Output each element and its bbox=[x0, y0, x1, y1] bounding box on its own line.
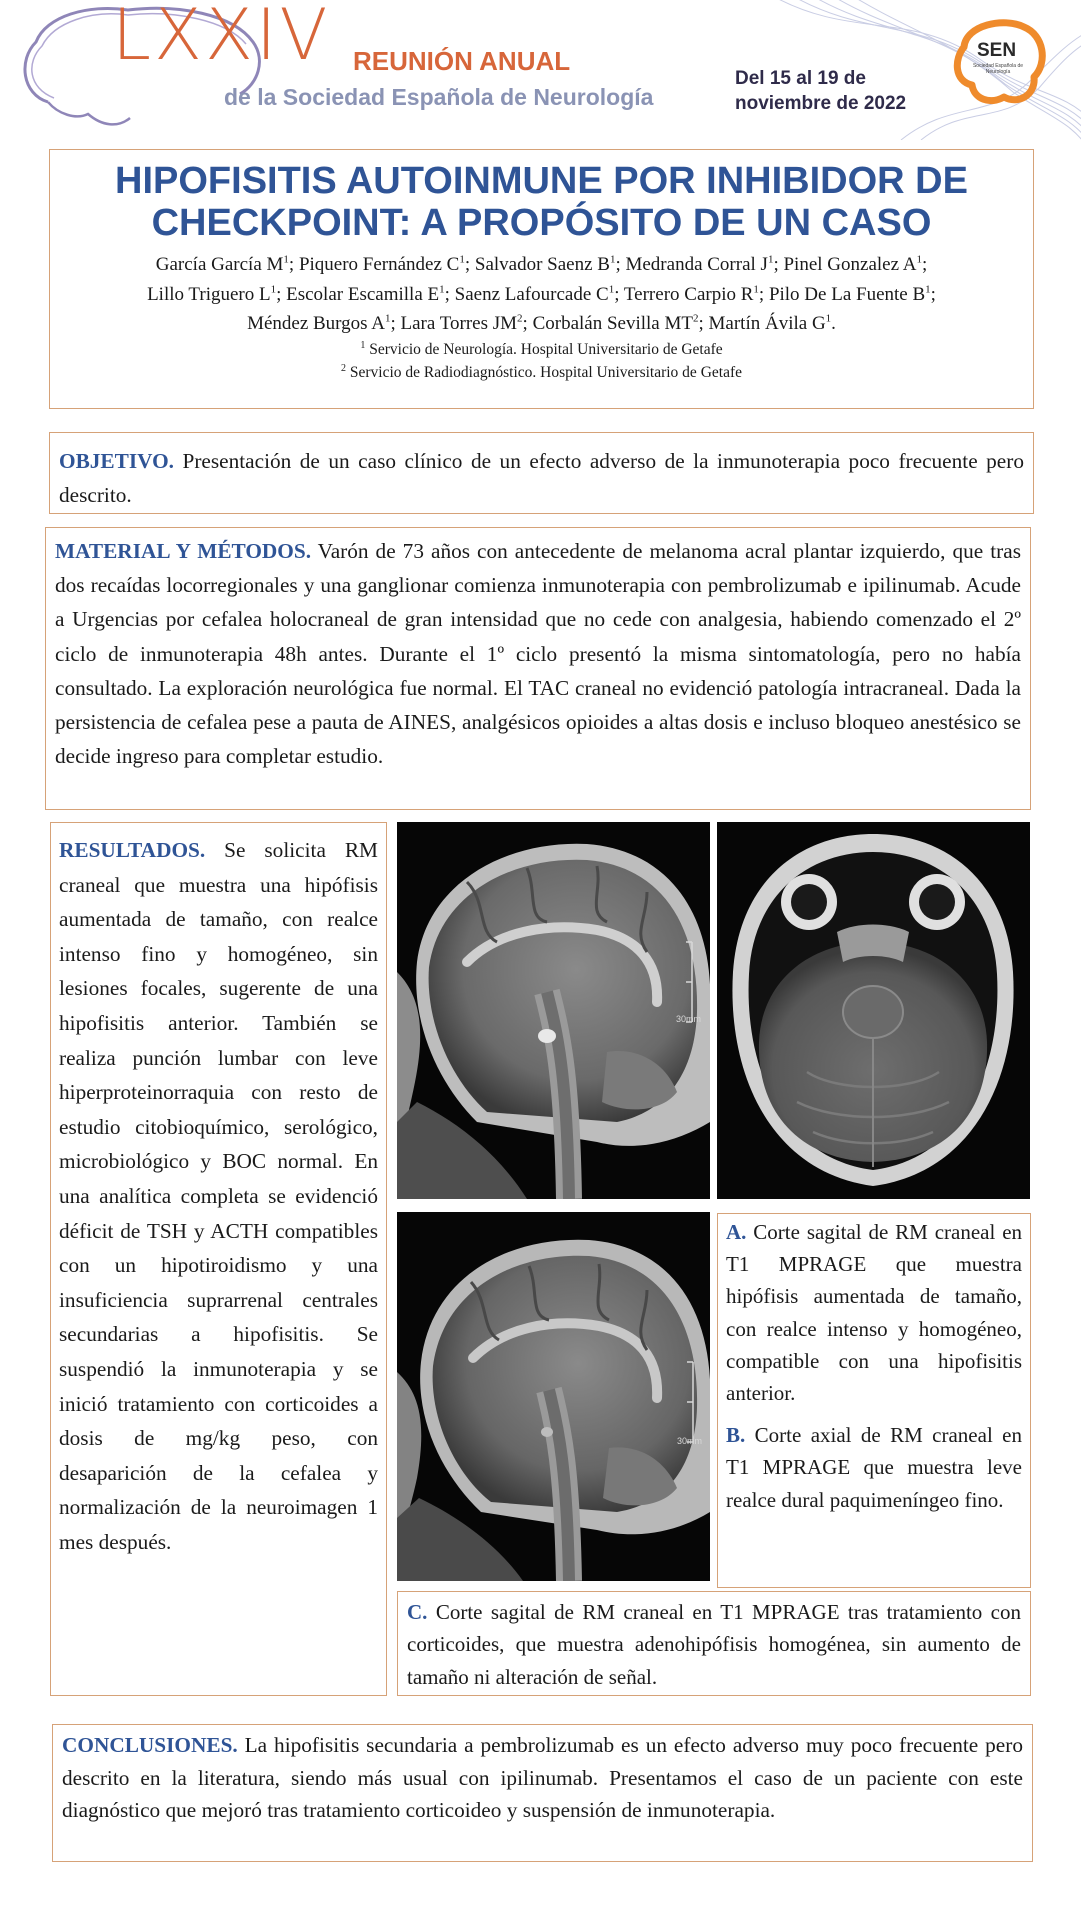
author-affiliation-number: 1 bbox=[439, 283, 445, 296]
author: Salvador Saenz $B^1$; bbox=[474, 254, 626, 276]
mri-sagittal-c-image bbox=[397, 1212, 710, 1581]
caption-b-label: B. bbox=[726, 1423, 746, 1448]
scale-label-c: 30mm bbox=[677, 1436, 703, 1446]
caption-c-label: C. bbox=[407, 1600, 428, 1624]
caption-c-box bbox=[397, 1591, 1031, 1696]
affiliation-number: 2 bbox=[340, 363, 346, 375]
caption-b-text: Corte axial de RM craneal en T1 MPRAGE que muestra leve realce dural paquimeníngeo fino. bbox=[726, 1423, 1022, 1512]
author-name: Saenz Lafourcade C bbox=[454, 283, 609, 305]
author-name: Corbalán Sevilla MT bbox=[532, 312, 693, 334]
author-affiliation-number: 1 bbox=[767, 254, 774, 266]
metodos-text: Varón de 73 años con antecedente de melanoma acral plantar izquierdo, que tras dos recaídas locorregionales y una ganglionar comienza inmunoterapia con pembrolizumab e ipilinumab. Acude a Urgencias por cefalea holocraneal de gran intensidad que no cede con analgesia, habiendo comenzado el 2º ciclo de inmunoterapia 48h antes. Durante el 1º ciclo presentó la misma sintomatología, pero no había consultado. La exploración neurológica fue normal. El TAC craneal no evidenció patología intracraneal. Dada la persistencia de cefalea pese a pauta de AINES, analgésicos opioides a altas dosis e incluso bloqueo anestésico se decide ingreso para completar estudio. bbox=[55, 539, 1021, 769]
metodos-section bbox=[45, 527, 1031, 810]
author-affiliation-number: 1 bbox=[925, 283, 931, 296]
author-name: Salvador Saenz B bbox=[474, 254, 610, 276]
mri-axial-b-image bbox=[717, 822, 1030, 1199]
conclusiones-text: La hipofisitis secundaria a pembrolizumab es un efecto adverso muy poco frecuente pero descrito en la literatura, siendo más usual con ipilinumab. Presentamos el caso de un paciente con este diagnóstico que mejoró tras tratamiento corticoideo y suspensión de inmunoterapia. bbox=[62, 1733, 1024, 1823]
resultados-label: RESULTADOS. bbox=[59, 838, 206, 862]
author-affiliation-number: 1 bbox=[825, 312, 832, 325]
caption-c-text: Corte sagital de RM craneal en T1 MPRAGE tras tratamiento con corticoides, que muestra adenohipófisis homogénea, sin aumento de tamaño ni alteración de señal. bbox=[407, 1600, 1022, 1689]
resultados-text: Se solicita RM craneal que muestra una hipófisis aumentada de tamaño, con realce intenso fino y homogéneo, sin lesiones focales, sugerente de una hipofisitis anterior. También se realiza punción lumbar con leve hiperproteinorraquia con resto de estudio citobioquímico, serológico, microbiológico y BOC normal. En una analítica completa se evidenció déficit de TSH y ACTH compatibles con un hipotiroidismo y una insuficiencia suprarrenal centrales secundarias a hipofisitis. Se suspendió la inmunoterapia y se inició tratamiento con corticoides a dosis de mg/kg peso, con desaparición de la cefalea y normalización de la neuroimagen 1 mes después. bbox=[59, 838, 378, 1554]
metodos-label: MATERIAL Y MÉTODOS. bbox=[55, 539, 312, 563]
poster-title: HIPOFISITIS AUTOINMUNE POR INHIBIDOR DE CHECKPOINT: A PROPÓSITO DE UN CASO bbox=[115, 160, 968, 244]
objetivo-text: Presentación de un caso clínico de un efecto adverso de la inmunoterapia poco frecuente pero descrito. bbox=[59, 449, 1024, 508]
author-affiliation-number: 1 bbox=[384, 312, 391, 325]
author-name: Escolar Escamilla E bbox=[286, 283, 440, 305]
title-box bbox=[49, 149, 1034, 409]
author-affiliation-number: 1 bbox=[459, 254, 465, 266]
edition-number: LXXIV bbox=[112, 0, 331, 76]
affiliation-text: Servicio de Radiodiagnóstico. Hospital Universitario de Getafe bbox=[345, 364, 742, 382]
author: Méndez Burgos $A^1$; bbox=[247, 312, 401, 334]
author-name: Terrero Carpio R bbox=[623, 283, 754, 305]
author: Corbalán Sevilla $MT^2$; bbox=[532, 312, 709, 334]
poster-header bbox=[0, 0, 1081, 140]
affiliation-text: Servicio de Neurología. Hospital Universitario de Getafe bbox=[365, 341, 723, 359]
author: Saenz Lafourcade $C^1$; bbox=[454, 283, 624, 305]
caption-a-text: Corte sagital de RM craneal en T1 MPRAGE que muestra hipófisis aumentada de tamaño, con realce intenso y homogéneo, compatible con una hipofisitis anterior. bbox=[726, 1220, 1023, 1406]
dates-line-2: noviembre de 2022 bbox=[735, 93, 907, 114]
objetivo-label: OBJETIVO. bbox=[59, 449, 174, 473]
author-name: Méndez Burgos A bbox=[247, 312, 385, 334]
sen-logo-text: SEN bbox=[977, 40, 1017, 61]
caption-ab-box bbox=[717, 1213, 1031, 1588]
meeting-title: REUNIÓN ANUAL bbox=[353, 46, 571, 76]
author-affiliation-number: 2 bbox=[692, 312, 699, 325]
objetivo-section bbox=[49, 432, 1034, 514]
author-name: Medranda Corral J bbox=[625, 254, 768, 276]
conclusiones-paragraph bbox=[62, 1729, 1023, 1827]
mri-image-c bbox=[397, 1212, 710, 1581]
society-name: de la Sociedad Española de Neurología bbox=[224, 84, 654, 110]
sen-logo-icon bbox=[944, 17, 1050, 107]
author-affiliation-number: 1 bbox=[753, 283, 759, 296]
conclusiones-section bbox=[52, 1724, 1033, 1862]
scale-label-a: 30mm bbox=[676, 1014, 702, 1024]
author-affiliation-number: 1 bbox=[283, 254, 289, 266]
resultados-section bbox=[50, 822, 387, 1696]
author: Escolar Escamilla $E^1$; bbox=[286, 283, 455, 305]
author: Lara Torres $JM^2$; bbox=[400, 312, 533, 334]
mri-sagittal-a-image bbox=[397, 822, 710, 1199]
caption-c bbox=[407, 1596, 1021, 1693]
affiliation bbox=[50, 359, 1033, 382]
author: Pinel Gonzalez $A^1$; bbox=[783, 254, 928, 276]
author-affiliation-number: 1 bbox=[608, 283, 615, 296]
conclusiones-label: CONCLUSIONES. bbox=[62, 1733, 238, 1757]
affiliation bbox=[50, 336, 1033, 359]
affiliation-list bbox=[50, 336, 1033, 382]
author: Medranda Corral $J^1$; bbox=[625, 254, 784, 276]
meeting-dates bbox=[735, 66, 906, 116]
author-name: Lillo Triguero L bbox=[147, 283, 271, 305]
mri-image-a bbox=[397, 822, 710, 1199]
author-affiliation-number: 1 bbox=[270, 283, 277, 296]
author-list bbox=[60, 248, 1023, 336]
author: García García $M^1$; bbox=[155, 254, 299, 276]
metodos-paragraph bbox=[55, 534, 1021, 773]
author-affiliation-number: 1 bbox=[916, 254, 922, 266]
resultados-paragraph bbox=[59, 833, 378, 1559]
caption-a bbox=[726, 1216, 1022, 1409]
dates-line-1: Del 15 al 19 de bbox=[735, 68, 866, 89]
caption-a-label: A. bbox=[726, 1220, 747, 1244]
author-name: Lara Torres JM bbox=[400, 312, 518, 334]
author-name: Piquero Fernández C bbox=[298, 254, 460, 276]
author-name: García García M bbox=[155, 254, 284, 276]
mri-image-b bbox=[717, 822, 1030, 1199]
sen-logo-subtitle: Sociedad Española de Neurología bbox=[972, 63, 1024, 75]
caption-b bbox=[726, 1419, 1022, 1516]
author: Pilo De La Fuente $B^1$; bbox=[768, 283, 936, 305]
affiliation-number: 1 bbox=[360, 339, 366, 351]
author-affiliation-number: 1 bbox=[609, 254, 616, 266]
author-name: Pinel Gonzalez A bbox=[783, 254, 917, 276]
objetivo-paragraph bbox=[59, 444, 1024, 512]
author: Martín Ávila $G^1$. bbox=[708, 312, 836, 334]
author: Terrero Carpio $R^1$; bbox=[623, 283, 769, 305]
author-name: Martín Ávila G bbox=[708, 312, 826, 334]
author: Piquero Fernández $C^1$; bbox=[298, 254, 475, 276]
author-affiliation-number: 2 bbox=[517, 312, 523, 325]
author-name: Pilo De La Fuente B bbox=[768, 283, 926, 305]
author: Lillo Triguero $L^1$; bbox=[147, 283, 287, 305]
